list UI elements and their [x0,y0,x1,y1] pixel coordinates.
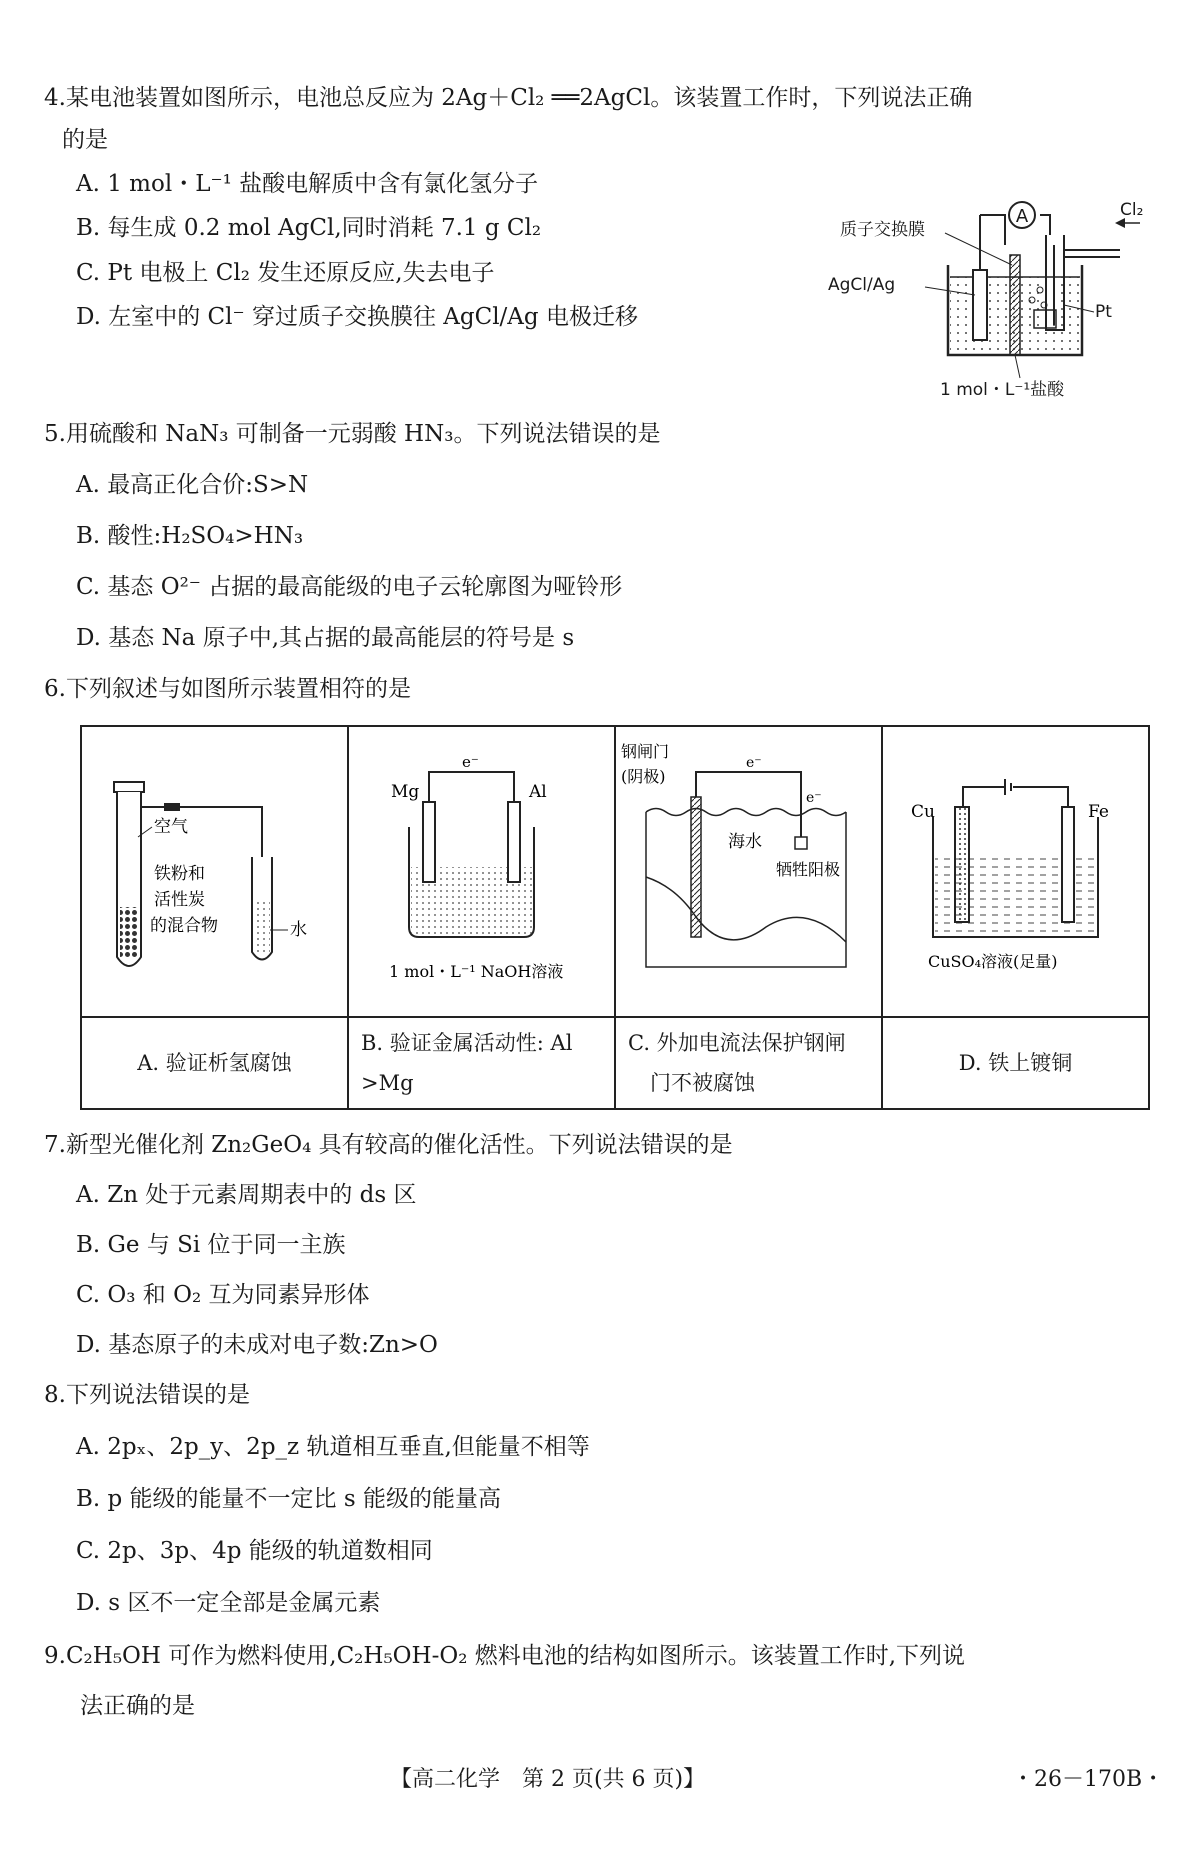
q7-stem: 7.新型光催化剂 Zn₂GeO₄ 具有较高的催化活性。下列说法错误的是 [44,1132,733,1158]
q6-figure-a [82,727,347,1012]
q4-stem-line2: 的是 [62,127,108,153]
cu-label: Cu [911,802,935,822]
q6-caption-c-line2: 门不被腐蚀 [650,1071,755,1095]
q5-option-c: C. 基态 O²⁻ 占据的最高能级的电子云轮廓图为哑铃形 [76,574,623,600]
q6-caption-b-line2: >Mg [361,1071,414,1095]
electron-label-c1: e⁻ [746,755,762,771]
q5-option-b: B. 酸性:H₂SO₄>HN₃ [76,523,304,549]
q6-caption-b [348,1017,615,1109]
cl2-label: Cl₂ [1120,200,1144,220]
q6-caption-c [615,1017,882,1109]
q6-caption-c-line1: C. 外加电流法保护钢闸 [628,1031,846,1055]
seawater-label: 海水 [728,832,762,852]
ammeter-label: A [1015,206,1029,227]
q5-option-d: D. 基态 Na 原子中,其占据的最高能层的符号是 s [76,625,575,651]
q6-caption-d [882,1017,1149,1109]
q9-stem-line1: 9.C₂H₅OH 可作为燃料使用,C₂H₅OH-O₂ 燃料电池的结构如图所示。该装置工作时,下列说 [44,1643,966,1669]
q6-cell-b-figure [348,726,615,1017]
fe-label: Fe [1088,802,1109,822]
q4-option-d: D. 左室中的 Cl⁻ 穿过质子交换膜往 AgCl/Ag 电极迁移 [76,304,638,330]
air-label: 空气 [154,817,188,837]
q6-cell-d-figure [882,726,1149,1017]
mixture-label-2: 活性炭 [154,890,205,910]
electron-label-c2: e⁻ [806,790,822,806]
q6-figure-table [80,725,1150,1110]
mixture-label-1: 铁粉和 [154,864,205,884]
q8-stem: 8.下列说法错误的是 [44,1382,250,1408]
q4-option-a: A. 1 mol・L⁻¹ 盐酸电解质中含有氯化氢分子 [76,171,539,197]
q6-cell-a-figure [81,726,348,1017]
q4-battery-figure [820,195,1150,410]
pt-label: Pt [1095,302,1112,322]
left-electrode-label: AgCl/Ag [828,275,896,295]
q8-option-a: A. 2pₓ、2p_y、2p_z 轨道相互垂直,但能量不相等 [76,1434,590,1460]
q4-option-c: C. Pt 电极上 Cl₂ 发生还原反应,失去电子 [76,260,495,286]
sacrificial-anode-label: 牺牲阳极 [776,860,841,879]
q8-option-c: C. 2p、3p、4p 能级的轨道数相同 [76,1538,433,1564]
al-label: Al [529,782,547,802]
q4-stem-line1: 4.某电池装置如图所示，电池总反应为 2Ag＋Cl₂ ══2AgCl。该装置工作时，下列说法正确 [44,85,973,111]
membrane-label: 质子交换膜 [840,220,925,240]
page-footer-code: ・26－170B・ [1012,1767,1165,1792]
cathode-label: (阴极) [621,767,666,786]
electron-label-b: e⁻ [462,753,479,771]
q6-caption-b-line1: B. 验证金属活动性: Al [361,1031,573,1055]
q6-caption-d-text: D. 铁上镀铜 [958,1051,1073,1075]
electrolyte-label: 1 mol・L⁻¹盐酸 [940,380,1065,400]
q7-option-a: A. Zn 处于元素周期表中的 ds 区 [76,1182,417,1208]
water-label: 水 [290,920,307,940]
q5-stem: 5.用硫酸和 NaN₃ 可制备一元弱酸 HN₃。下列说法错误的是 [44,421,661,447]
q6-figure-d [883,727,1148,1012]
q9-stem-line2: 法正确的是 [80,1693,195,1719]
q6-caption-a [81,1017,348,1109]
mixture-label-3: 的混合物 [150,916,218,936]
q4-option-b: B. 每生成 0.2 mol AgCl,同时消耗 7.1 g Cl₂ [76,215,542,241]
q5-option-a: A. 最高正化合价:S>N [76,472,309,498]
gate-label: 钢闸门 [621,742,670,761]
q6-caption-a-text: A. 验证析氢腐蚀 [137,1051,292,1075]
q6-figure-c [616,727,881,1012]
mg-label: Mg [391,782,420,802]
q6-figure-b [349,727,614,1012]
q8-option-b: B. p 能级的能量不一定比 s 能级的能量高 [76,1486,501,1512]
naoh-solution-label: 1 mol・L⁻¹ NaOH溶液 [389,962,564,981]
q8-option-d: D. s 区不一定全部是金属元素 [76,1590,381,1616]
cuso4-solution-label: CuSO₄溶液(足量) [928,952,1058,971]
q7-option-d: D. 基态原子的未成对电子数:Zn>O [76,1332,438,1358]
q6-stem: 6.下列叙述与如图所示装置相符的是 [44,676,411,702]
page-footer-center: 【高二化学 第 2 页(共 6 页)】 [390,1767,706,1792]
q6-cell-c-figure [615,726,882,1017]
q7-option-c: C. O₃ 和 O₂ 互为同素异形体 [76,1282,370,1308]
q7-option-b: B. Ge 与 Si 位于同一主族 [76,1232,346,1258]
